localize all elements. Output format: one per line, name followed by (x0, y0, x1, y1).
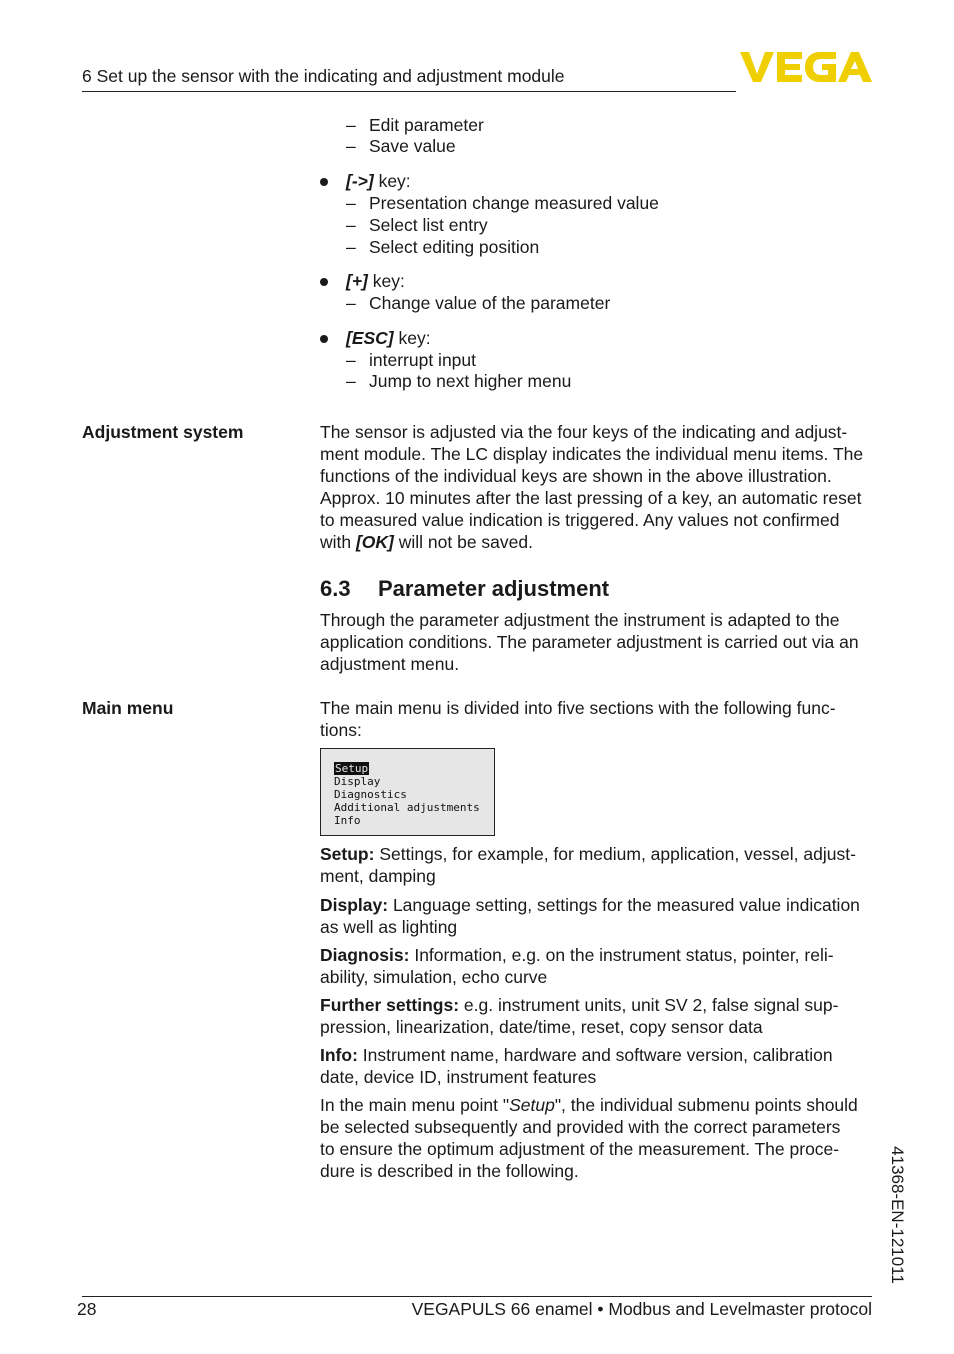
bullet (320, 178, 328, 186)
section-heading: 6.3 Parameter adjustment (320, 576, 610, 601)
header-rule (82, 91, 736, 92)
section-intro-paragraph: Through the parameter adjustment the instrument is adapted to the application conditions. The parameter adjustment is carried out via an adjustment menu. (320, 610, 859, 674)
list-dash: – (346, 237, 356, 257)
key-heading: [ESC] key: (346, 328, 431, 348)
page-number: 28 (77, 1299, 97, 1319)
list-dash: – (346, 193, 356, 213)
description-further-settings: Further settings: e.g. instrument units, unit SV 2, false signal sup- pression, linearization, date/time, reset, copy sensor data (320, 995, 839, 1037)
side-label-adjustment-system: Adjustment system (82, 422, 244, 442)
list-item: Presentation change measured value (369, 193, 659, 213)
list-item: Select editing position (369, 237, 540, 257)
key-heading: [->] key: (346, 171, 411, 191)
bullet (320, 278, 328, 286)
lcd-menu-item: Display (334, 775, 381, 788)
list-item: Save value (369, 136, 456, 156)
running-header: 6 Set up the sensor with the indicating and adjustment module (82, 66, 565, 86)
description-display: Display: Language setting, settings for the measured value indication as well as lighting (320, 895, 860, 937)
document-number: 41368-EN-121011 (888, 1146, 907, 1284)
vega-logo (740, 50, 872, 84)
lcd-menu-item: Info (334, 814, 361, 827)
list-dash: – (346, 350, 356, 370)
list-item: Select list entry (369, 215, 488, 235)
list-dash: – (346, 215, 356, 235)
list-item: Change value of the parameter (369, 293, 611, 313)
main-menu-intro: The main menu is divided into five sections with the following func- tions: (320, 698, 836, 740)
description-info: Info: Instrument name, hardware and software version, calibration date, device ID, instrument features (320, 1045, 833, 1087)
list-dash: – (346, 136, 356, 156)
description-diagnosis: Diagnosis: Information, e.g. on the instrument status, pointer, reli- ability, simulation, echo curve (320, 945, 834, 987)
footer-title: VEGAPULS 66 enamel • Modbus and Levelmaster protocol (411, 1299, 872, 1319)
lcd-menu-list (334, 762, 480, 827)
list-item: Edit parameter (369, 115, 484, 135)
list-dash: – (346, 115, 356, 135)
closing-paragraph: In the main menu point "Setup", the individual submenu points should be selected subsequently and provided with the correct parameters to ensure the optimum adjustment of the measurement. The proce- dure is described in the following. (320, 1095, 858, 1181)
list-item: Jump to next higher menu (369, 371, 572, 391)
side-label-main-menu: Main menu (82, 698, 174, 718)
lcd-display-main-menu (320, 748, 495, 836)
description-setup: Setup: Settings, for example, for medium, application, vessel, adjust- ment, damping (320, 844, 856, 886)
bullet (320, 335, 328, 343)
adjustment-system-paragraph: The sensor is adjusted via the four keys of the indicating and adjust- ment module. The LC display indicates the individual menu items. The functions of the individual keys are shown in the above illustration. Approx. 10 minutes after the last pressing of a key, an automatic reset to measured value indication is triggered. Any values not confirmed with [OK] will not be saved. (320, 422, 864, 552)
list-dash: – (346, 371, 356, 391)
key-heading: [+] key: (346, 271, 405, 291)
lcd-menu-item: Additional adjustments (334, 801, 480, 814)
footer-rule (82, 1296, 872, 1297)
lcd-menu-item: Diagnostics (334, 788, 407, 801)
list-item: interrupt input (369, 350, 477, 370)
list-dash: – (346, 293, 356, 313)
lcd-menu-item-selected: Setup (335, 762, 369, 775)
